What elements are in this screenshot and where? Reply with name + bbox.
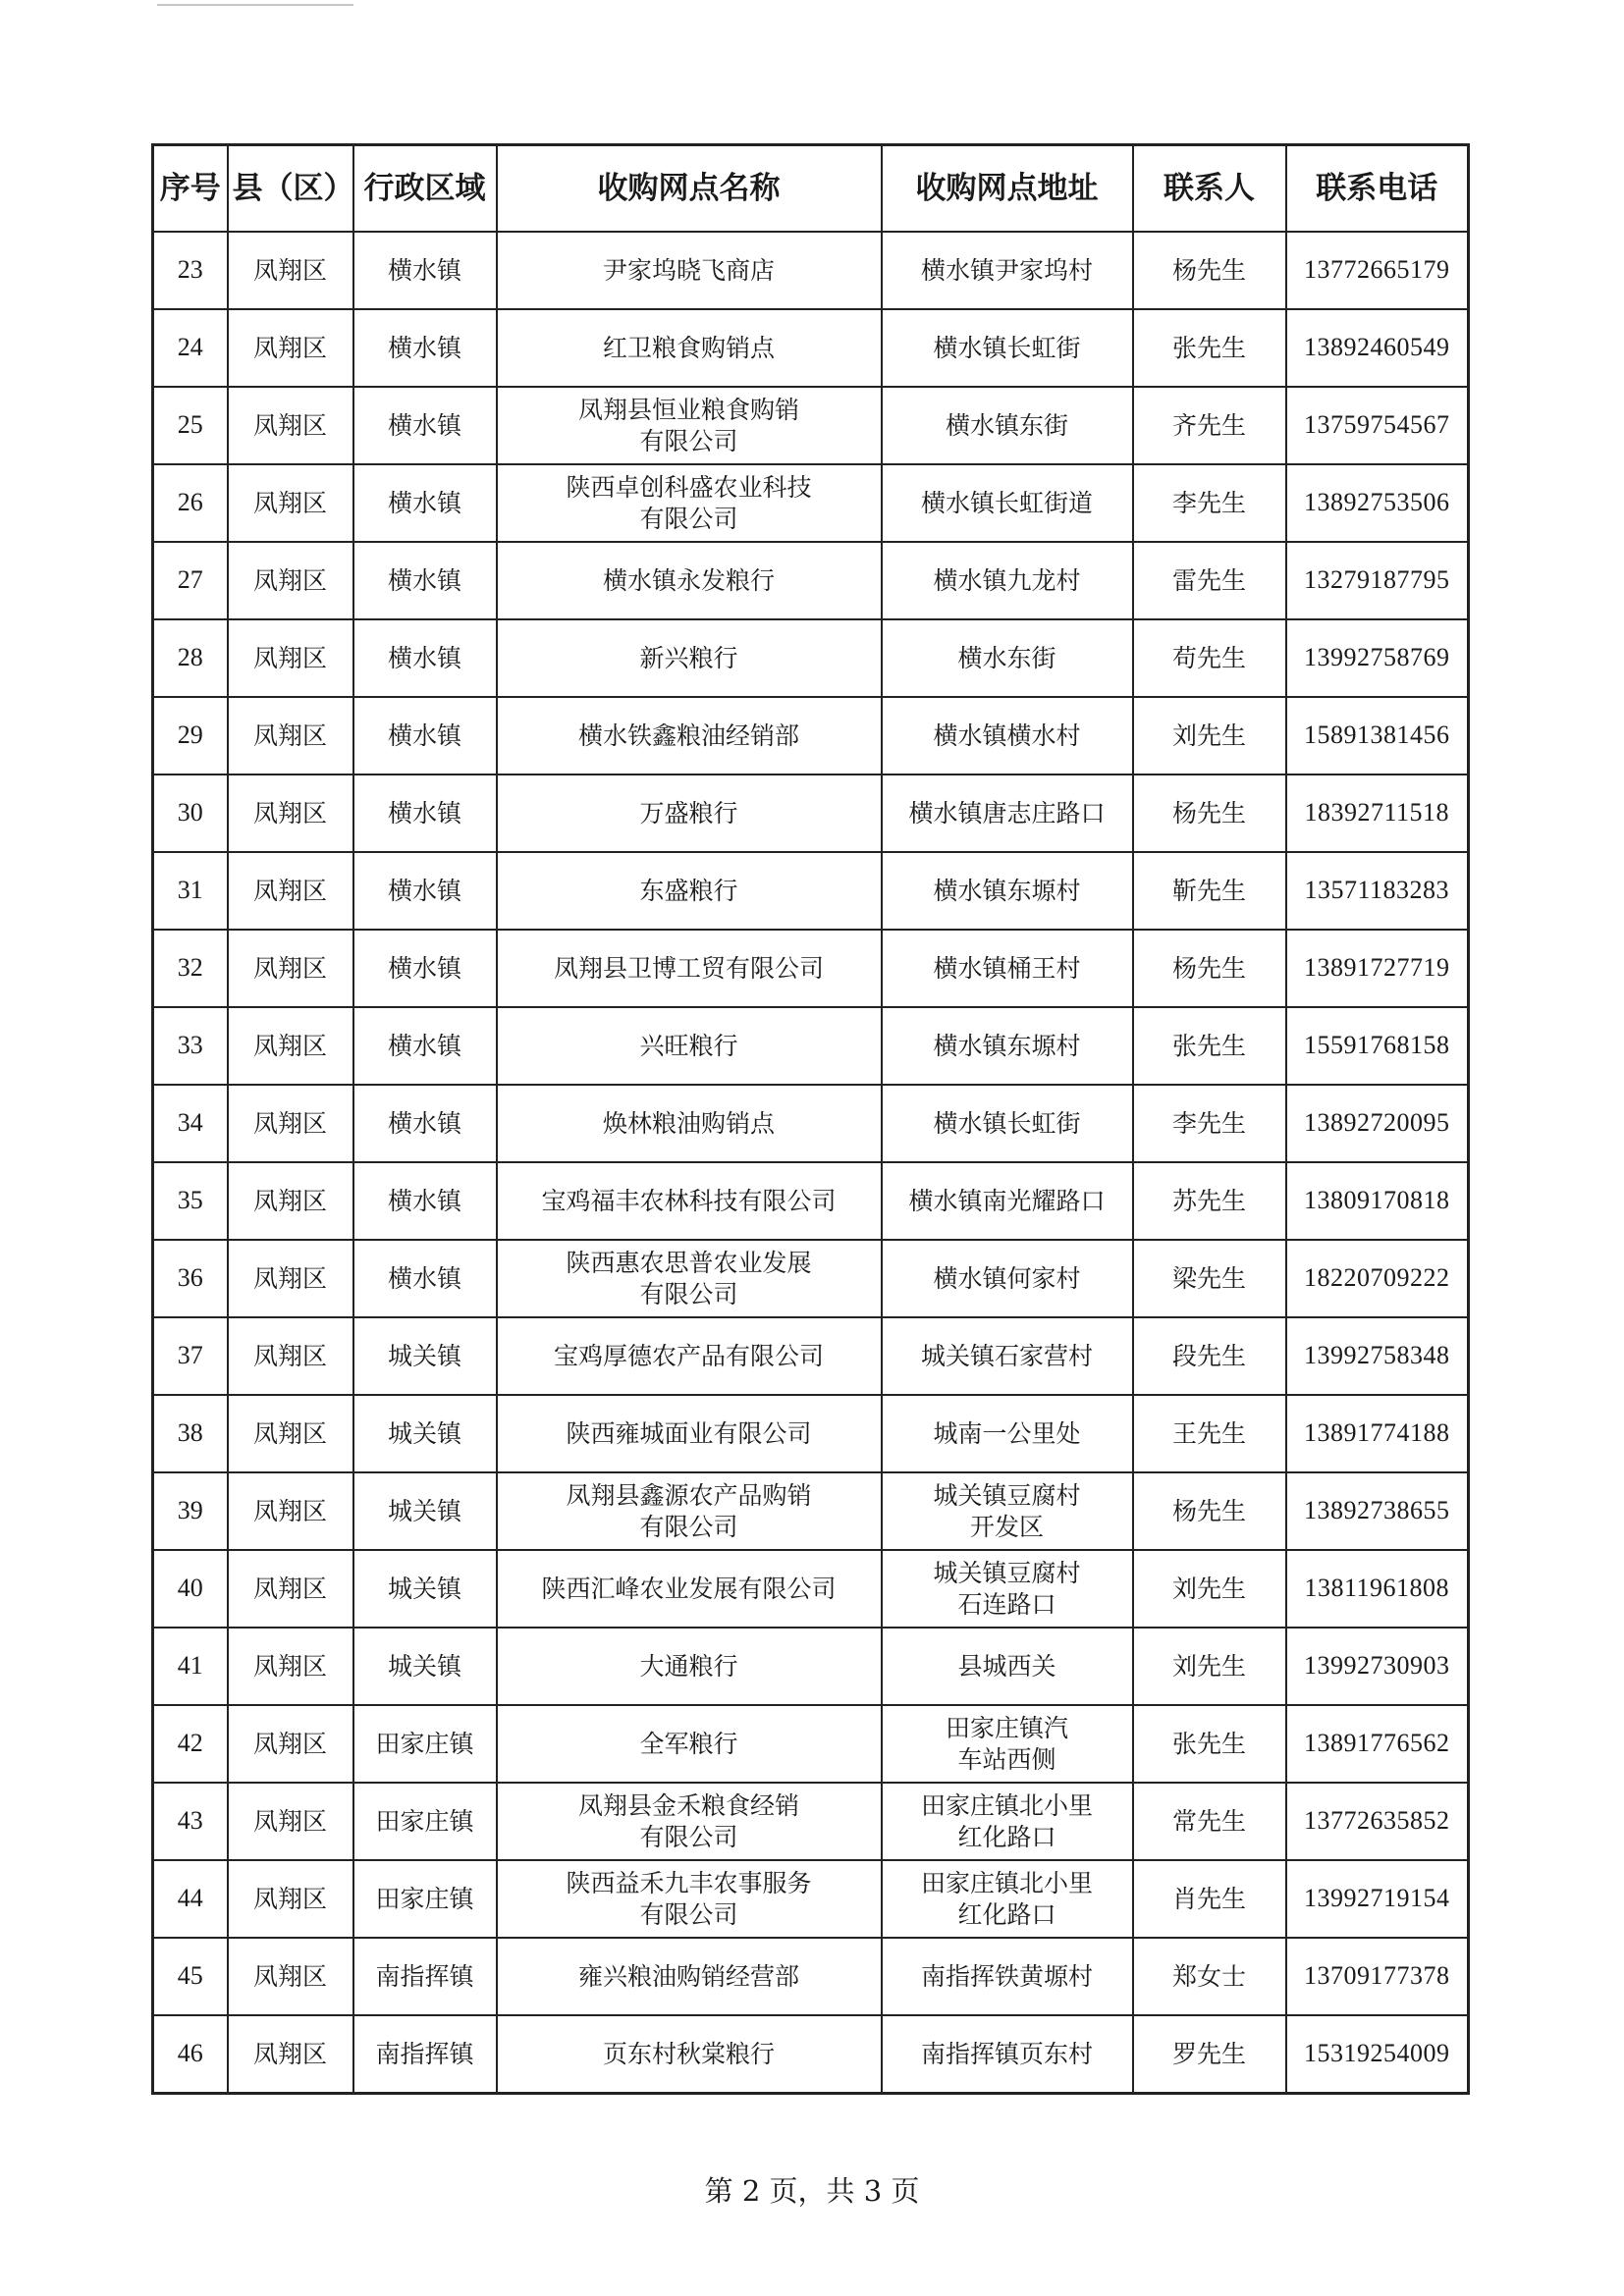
scan-edge-mark <box>157 4 353 6</box>
contact-phone-cell: 13892738655 <box>1286 1472 1469 1550</box>
serial-number-cell: 40 <box>153 1550 228 1628</box>
header-admin-area: 行政区域 <box>353 145 497 233</box>
contact-person-cell: 张先生 <box>1133 1007 1286 1085</box>
table-row <box>153 1783 1469 1860</box>
outlet-name-cell: 凤翔县卫博工贸有限公司 <box>497 930 882 1007</box>
outlet-address-cell: 横水镇东塬村 <box>882 852 1133 930</box>
contact-person-cell: 王先生 <box>1133 1395 1286 1472</box>
contact-person-cell: 常先生 <box>1133 1783 1286 1860</box>
county-cell: 凤翔区 <box>228 1162 353 1240</box>
contact-phone-cell: 15891381456 <box>1286 697 1469 774</box>
table-row <box>153 1240 1469 1317</box>
outlet-address-cell: 横水东街 <box>882 619 1133 697</box>
serial-number-cell: 44 <box>153 1860 228 1938</box>
outlet-address-cell: 横水镇长虹街 <box>882 309 1133 387</box>
table-row <box>153 1395 1469 1472</box>
outlet-address-cell: 县城西关 <box>882 1628 1133 1705</box>
serial-number-cell: 41 <box>153 1628 228 1705</box>
contact-phone-cell: 15319254009 <box>1286 2015 1469 2094</box>
table-row <box>153 542 1469 619</box>
table-row <box>153 619 1469 697</box>
serial-number-cell: 23 <box>153 232 228 309</box>
contact-phone-cell: 13891776562 <box>1286 1705 1469 1783</box>
admin-area-cell: 南指挥镇 <box>353 2015 497 2094</box>
admin-area-cell: 横水镇 <box>353 542 497 619</box>
admin-area-cell: 横水镇 <box>353 852 497 930</box>
county-cell: 凤翔区 <box>228 1938 353 2015</box>
county-cell: 凤翔区 <box>228 1007 353 1085</box>
table-row <box>153 930 1469 1007</box>
admin-area-cell: 南指挥镇 <box>353 1938 497 2015</box>
outlet-name-cell: 新兴粮行 <box>497 619 882 697</box>
table-row <box>153 232 1469 309</box>
contact-person-cell: 杨先生 <box>1133 930 1286 1007</box>
contact-phone-cell: 18220709222 <box>1286 1240 1469 1317</box>
serial-number-cell: 24 <box>153 309 228 387</box>
county-cell: 凤翔区 <box>228 1783 353 1860</box>
admin-area-cell: 城关镇 <box>353 1395 497 1472</box>
contact-phone-cell: 13809170818 <box>1286 1162 1469 1240</box>
contact-person-cell: 雷先生 <box>1133 542 1286 619</box>
outlet-name-cell: 兴旺粮行 <box>497 1007 882 1085</box>
serial-number-cell: 36 <box>153 1240 228 1317</box>
table-row <box>153 1938 1469 2015</box>
page-footer: 第 2 页，共 3 页 <box>704 2174 920 2208</box>
contact-phone-cell: 13279187795 <box>1286 542 1469 619</box>
contact-phone-cell: 13772665179 <box>1286 232 1469 309</box>
outlet-address-cell: 南指挥镇页东村 <box>882 2015 1133 2094</box>
county-cell: 凤翔区 <box>228 1550 353 1628</box>
outlet-address-cell: 横水镇唐志庄路口 <box>882 774 1133 852</box>
outlet-name-cell: 宝鸡厚德农产品有限公司 <box>497 1317 882 1395</box>
table-row <box>153 1860 1469 1938</box>
contact-person-cell: 刘先生 <box>1133 1550 1286 1628</box>
contact-person-cell: 杨先生 <box>1133 232 1286 309</box>
contact-person-cell: 张先生 <box>1133 1705 1286 1783</box>
admin-area-cell: 城关镇 <box>353 1550 497 1628</box>
county-cell: 凤翔区 <box>228 464 353 542</box>
contact-phone-cell: 13992730903 <box>1286 1628 1469 1705</box>
outlet-address-cell: 横水镇九龙村 <box>882 542 1133 619</box>
county-cell: 凤翔区 <box>228 1085 353 1162</box>
serial-number-cell: 31 <box>153 852 228 930</box>
contact-phone-cell: 13891774188 <box>1286 1395 1469 1472</box>
table-row <box>153 1705 1469 1783</box>
table-row <box>153 1550 1469 1628</box>
contact-person-cell: 张先生 <box>1133 309 1286 387</box>
outlet-name-cell: 陕西益禾九丰农事服务 有限公司 <box>497 1860 882 1938</box>
outlet-name-cell: 尹家坞晓飞商店 <box>497 232 882 309</box>
outlet-name-cell: 陕西卓创科盛农业科技 有限公司 <box>497 464 882 542</box>
outlet-name-cell: 陕西惠农思普农业发展 有限公司 <box>497 1240 882 1317</box>
header-contact-phone: 联系电话 <box>1286 145 1469 233</box>
outlet-address-cell: 田家庄镇汽 车站西侧 <box>882 1705 1133 1783</box>
outlet-address-cell: 横水镇南光耀路口 <box>882 1162 1133 1240</box>
outlet-address-cell: 城关镇石家营村 <box>882 1317 1133 1395</box>
table-row <box>153 464 1469 542</box>
serial-number-cell: 30 <box>153 774 228 852</box>
county-cell: 凤翔区 <box>228 1317 353 1395</box>
serial-number-cell: 46 <box>153 2015 228 2094</box>
contact-person-cell: 段先生 <box>1133 1317 1286 1395</box>
serial-number-cell: 37 <box>153 1317 228 1395</box>
contact-phone-cell: 13992758348 <box>1286 1317 1469 1395</box>
admin-area-cell: 田家庄镇 <box>353 1860 497 1938</box>
table-row <box>153 1007 1469 1085</box>
admin-area-cell: 横水镇 <box>353 387 497 464</box>
admin-area-cell: 横水镇 <box>353 1162 497 1240</box>
outlet-address-cell: 城南一公里处 <box>882 1395 1133 1472</box>
admin-area-cell: 横水镇 <box>353 309 497 387</box>
contact-person-cell: 苟先生 <box>1133 619 1286 697</box>
table-body <box>153 232 1469 2094</box>
serial-number-cell: 35 <box>153 1162 228 1240</box>
table-row <box>153 1628 1469 1705</box>
serial-number-cell: 43 <box>153 1783 228 1860</box>
contact-phone-cell: 13892460549 <box>1286 309 1469 387</box>
outlet-name-cell: 横水镇永发粮行 <box>497 542 882 619</box>
county-cell: 凤翔区 <box>228 1240 353 1317</box>
outlet-name-cell: 凤翔县鑫源农产品购销 有限公司 <box>497 1472 882 1550</box>
admin-area-cell: 田家庄镇 <box>353 1783 497 1860</box>
admin-area-cell: 横水镇 <box>353 232 497 309</box>
outlet-name-cell: 东盛粮行 <box>497 852 882 930</box>
outlet-address-cell: 横水镇横水村 <box>882 697 1133 774</box>
admin-area-cell: 横水镇 <box>353 619 497 697</box>
outlet-address-cell: 田家庄镇北小里 红化路口 <box>882 1783 1133 1860</box>
contact-person-cell: 李先生 <box>1133 464 1286 542</box>
outlet-address-cell: 南指挥铁黄塬村 <box>882 1938 1133 2015</box>
table-row <box>153 1472 1469 1550</box>
outlet-name-cell: 凤翔县金禾粮食经销 有限公司 <box>497 1783 882 1860</box>
contact-person-cell: 杨先生 <box>1133 774 1286 852</box>
admin-area-cell: 横水镇 <box>353 930 497 1007</box>
serial-number-cell: 32 <box>153 930 228 1007</box>
admin-area-cell: 横水镇 <box>353 1007 497 1085</box>
contact-phone-cell: 18392711518 <box>1286 774 1469 852</box>
admin-area-cell: 横水镇 <box>353 1240 497 1317</box>
county-cell: 凤翔区 <box>228 1860 353 1938</box>
outlet-address-cell: 横水镇东街 <box>882 387 1133 464</box>
outlet-name-cell: 焕林粮油购销点 <box>497 1085 882 1162</box>
serial-number-cell: 38 <box>153 1395 228 1472</box>
county-cell: 凤翔区 <box>228 852 353 930</box>
table-row <box>153 774 1469 852</box>
county-cell: 凤翔区 <box>228 387 353 464</box>
admin-area-cell: 横水镇 <box>353 697 497 774</box>
contact-person-cell: 李先生 <box>1133 1085 1286 1162</box>
county-cell: 凤翔区 <box>228 1628 353 1705</box>
county-cell: 凤翔区 <box>228 1395 353 1472</box>
serial-number-cell: 33 <box>153 1007 228 1085</box>
contact-phone-cell: 13759754567 <box>1286 387 1469 464</box>
contact-person-cell: 刘先生 <box>1133 1628 1286 1705</box>
county-cell: 凤翔区 <box>228 309 353 387</box>
admin-area-cell: 横水镇 <box>353 1085 497 1162</box>
admin-area-cell: 城关镇 <box>353 1472 497 1550</box>
outlet-address-cell: 横水镇尹家坞村 <box>882 232 1133 309</box>
outlet-address-cell: 横水镇长虹街 <box>882 1085 1133 1162</box>
county-cell: 凤翔区 <box>228 542 353 619</box>
county-cell: 凤翔区 <box>228 697 353 774</box>
outlet-address-cell: 田家庄镇北小里 红化路口 <box>882 1860 1133 1938</box>
admin-area-cell: 城关镇 <box>353 1317 497 1395</box>
county-cell: 凤翔区 <box>228 232 353 309</box>
outlet-table-container <box>151 143 1467 2095</box>
county-cell: 凤翔区 <box>228 774 353 852</box>
contact-person-cell: 梁先生 <box>1133 1240 1286 1317</box>
serial-number-cell: 42 <box>153 1705 228 1783</box>
contact-person-cell: 郑女士 <box>1133 1938 1286 2015</box>
contact-person-cell: 齐先生 <box>1133 387 1286 464</box>
header-outlet-address: 收购网点地址 <box>882 145 1133 233</box>
table-row <box>153 697 1469 774</box>
outlet-name-cell: 横水铁鑫粮油经销部 <box>497 697 882 774</box>
outlet-name-cell: 陕西雍城面业有限公司 <box>497 1395 882 1472</box>
serial-number-cell: 45 <box>153 1938 228 2015</box>
contact-phone-cell: 13772635852 <box>1286 1783 1469 1860</box>
serial-number-cell: 26 <box>153 464 228 542</box>
contact-person-cell: 罗先生 <box>1133 2015 1286 2094</box>
header-contact-person: 联系人 <box>1133 145 1286 233</box>
header-serial-number: 序号 <box>153 145 228 233</box>
outlet-name-cell: 页东村秋棠粮行 <box>497 2015 882 2094</box>
outlet-name-cell: 宝鸡福丰农林科技有限公司 <box>497 1162 882 1240</box>
outlet-address-cell: 横水镇桶王村 <box>882 930 1133 1007</box>
purchase-outlet-table <box>151 143 1470 2095</box>
outlet-name-cell: 红卫粮食购销点 <box>497 309 882 387</box>
county-cell: 凤翔区 <box>228 1472 353 1550</box>
outlet-address-cell: 城关镇豆腐村 开发区 <box>882 1472 1133 1550</box>
outlet-address-cell: 横水镇东塬村 <box>882 1007 1133 1085</box>
table-row <box>153 1085 1469 1162</box>
outlet-name-cell: 陕西汇峰农业发展有限公司 <box>497 1550 882 1628</box>
serial-number-cell: 39 <box>153 1472 228 1550</box>
table-row <box>153 1162 1469 1240</box>
table-row <box>153 387 1469 464</box>
contact-person-cell: 肖先生 <box>1133 1860 1286 1938</box>
admin-area-cell: 城关镇 <box>353 1628 497 1705</box>
table-row <box>153 309 1469 387</box>
contact-person-cell: 刘先生 <box>1133 697 1286 774</box>
outlet-address-cell: 城关镇豆腐村 石连路口 <box>882 1550 1133 1628</box>
outlet-address-cell: 横水镇何家村 <box>882 1240 1133 1317</box>
admin-area-cell: 横水镇 <box>353 464 497 542</box>
county-cell: 凤翔区 <box>228 2015 353 2094</box>
contact-phone-cell: 13892753506 <box>1286 464 1469 542</box>
contact-person-cell: 杨先生 <box>1133 1472 1286 1550</box>
serial-number-cell: 25 <box>153 387 228 464</box>
contact-phone-cell: 13992719154 <box>1286 1860 1469 1938</box>
table-header-row <box>153 145 1469 233</box>
table-row <box>153 1317 1469 1395</box>
outlet-name-cell: 大通粮行 <box>497 1628 882 1705</box>
admin-area-cell: 田家庄镇 <box>353 1705 497 1783</box>
contact-person-cell: 苏先生 <box>1133 1162 1286 1240</box>
contact-phone-cell: 13891727719 <box>1286 930 1469 1007</box>
table-row <box>153 852 1469 930</box>
contact-phone-cell: 13811961808 <box>1286 1550 1469 1628</box>
header-outlet-name: 收购网点名称 <box>497 145 882 233</box>
contact-phone-cell: 13892720095 <box>1286 1085 1469 1162</box>
serial-number-cell: 34 <box>153 1085 228 1162</box>
outlet-address-cell: 横水镇长虹街道 <box>882 464 1133 542</box>
contact-phone-cell: 15591768158 <box>1286 1007 1469 1085</box>
header-county: 县（区） <box>228 145 353 233</box>
contact-phone-cell: 13709177378 <box>1286 1938 1469 2015</box>
table-row <box>153 2015 1469 2094</box>
serial-number-cell: 29 <box>153 697 228 774</box>
county-cell: 凤翔区 <box>228 930 353 1007</box>
contact-person-cell: 靳先生 <box>1133 852 1286 930</box>
serial-number-cell: 28 <box>153 619 228 697</box>
outlet-name-cell: 全军粮行 <box>497 1705 882 1783</box>
admin-area-cell: 横水镇 <box>353 774 497 852</box>
county-cell: 凤翔区 <box>228 619 353 697</box>
contact-phone-cell: 13571183283 <box>1286 852 1469 930</box>
contact-phone-cell: 13992758769 <box>1286 619 1469 697</box>
county-cell: 凤翔区 <box>228 1705 353 1783</box>
outlet-name-cell: 万盛粮行 <box>497 774 882 852</box>
serial-number-cell: 27 <box>153 542 228 619</box>
outlet-name-cell: 凤翔县恒业粮食购销 有限公司 <box>497 387 882 464</box>
outlet-name-cell: 雍兴粮油购销经营部 <box>497 1938 882 2015</box>
